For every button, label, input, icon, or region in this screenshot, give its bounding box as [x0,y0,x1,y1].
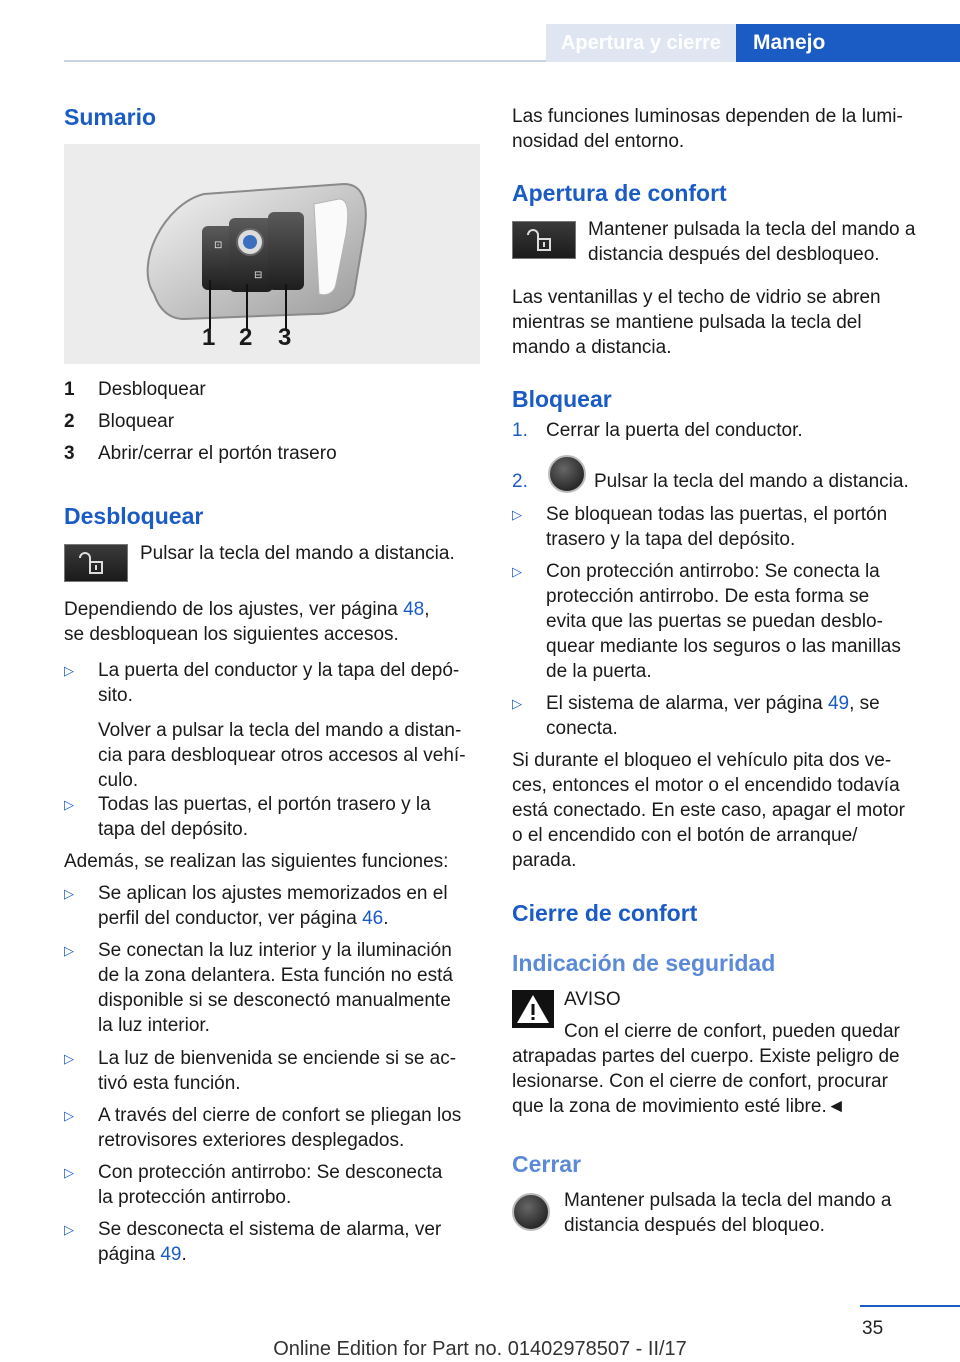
header-section-tab: Apertura y cierre [546,24,736,62]
triangle-bullet-icon: ▷ [64,797,74,812]
legend-item: 1 Desbloquear [64,379,206,400]
callout-1: 1 [202,324,216,351]
safety-heading: Indicación de seguridad [512,950,776,976]
callout-2: 2 [239,324,253,351]
close-line2: distancia después del bloqueo. [564,1215,825,1236]
close-heading: Cerrar [512,1151,582,1177]
bmw-roundel-icon [512,1193,550,1231]
triangle-bullet-icon: ▷ [64,663,74,678]
unlock-button-icon [64,544,128,582]
comfort-open-line2: distancia después del desbloqueo. [588,244,880,265]
warning-sign-icon [515,993,551,1025]
windows-line1: Las ventanillas y el techo de vidrio se abren [512,287,881,308]
header-chapter-tab: Manejo [736,24,960,62]
warning-line4: que la zona de movimiento esté libre.◄ [512,1096,846,1117]
page-link-48[interactable]: 48 [403,599,425,620]
triangle-bullet-icon: ▷ [64,1165,74,1180]
lock-heading: Bloquear [512,386,612,412]
horn-paragraph: Si durante el bloqueo el vehículo pita dos ve- ces, entonces el motor o el encendido todavía está conectado. En este caso, apagar el motor o el encendido con el botón de arranque/ parada. [512,750,905,871]
unlock-instruction: Pulsar la tecla del mando a distancia. [140,543,455,564]
depending-text-line1: Dependiendo de los ajustes, ver página 48, [64,599,430,620]
comfort-close-heading: Cierre de confort [512,900,698,926]
warning-line2: atrapadas partes del cuerpo. Existe peligro de [512,1046,900,1067]
triangle-bullet-icon: ▷ [64,943,74,958]
triangle-bullet-icon: ▷ [512,696,522,711]
depending-text-line2: se desbloquean los siguientes accesos. [64,624,399,645]
footer-rule [860,1305,960,1307]
light-text-line1: Las funciones luminosas dependen de la lumi- [512,106,903,127]
triangle-bullet-icon: ▷ [512,507,522,522]
page-link-46[interactable]: 46 [362,908,384,929]
triangle-bullet-icon: ▷ [64,1051,74,1066]
unlock-padlock-icon [524,227,564,253]
triangle-bullet-icon: ▷ [64,886,74,901]
comfort-open-line1: Mantener pulsada la tecla del mando a [588,219,916,240]
legend-item: 2 Bloquear [64,411,175,432]
page-link-49[interactable]: 49 [827,693,850,714]
page-link-49[interactable]: 49 [160,1244,182,1265]
summary-heading: Sumario [64,104,157,130]
svg-text:⊟: ⊟ [254,270,263,281]
triangle-bullet-icon: ▷ [64,1222,74,1237]
lock-step-2: 2. Pulsar la tecla del mando a distancia. [512,469,932,495]
triangle-bullet-icon: ▷ [64,1108,74,1123]
warning-line3: lesionarse. Con el cierre de confort, procurar [512,1071,888,1092]
key-fob-illustration [64,144,480,364]
comfort-open-heading: Apertura de confort [512,180,727,206]
close-line1: Mantener pulsada la tecla del mando a [564,1190,892,1211]
windows-line2: mientras se mantiene pulsada la tecla del [512,312,862,333]
also-functions-text: Además, se realizan las siguientes funciones: [64,851,449,872]
unlock-padlock-icon [76,550,116,576]
windows-line3: mando a distancia. [512,337,672,358]
callout-3: 3 [278,324,292,351]
bmw-roundel-icon [548,455,586,493]
warning-triangle-icon [512,990,554,1028]
key-fob-photo [64,144,480,364]
edition-footer: Online Edition for Part no. 01402978507 - II/17 [273,1338,687,1360]
unlock-heading: Desbloquear [64,503,204,529]
warning-line1: Con el cierre de confort, pueden quedar [564,1021,900,1042]
light-text-line2: nosidad del entorno. [512,131,685,152]
comfort-open-button-icon [512,221,576,259]
legend-item: 3 Abrir/cerrar el portón trasero [64,443,337,464]
triangle-bullet-icon: ▷ [512,564,522,579]
svg-text:⊡: ⊡ [214,240,223,251]
page-number: 35 [862,1318,884,1339]
legend-list [64,377,480,473]
warning-label: AVISO [564,989,621,1010]
lock-step-1: 1. Cerrar la puerta del conductor. [512,420,803,441]
